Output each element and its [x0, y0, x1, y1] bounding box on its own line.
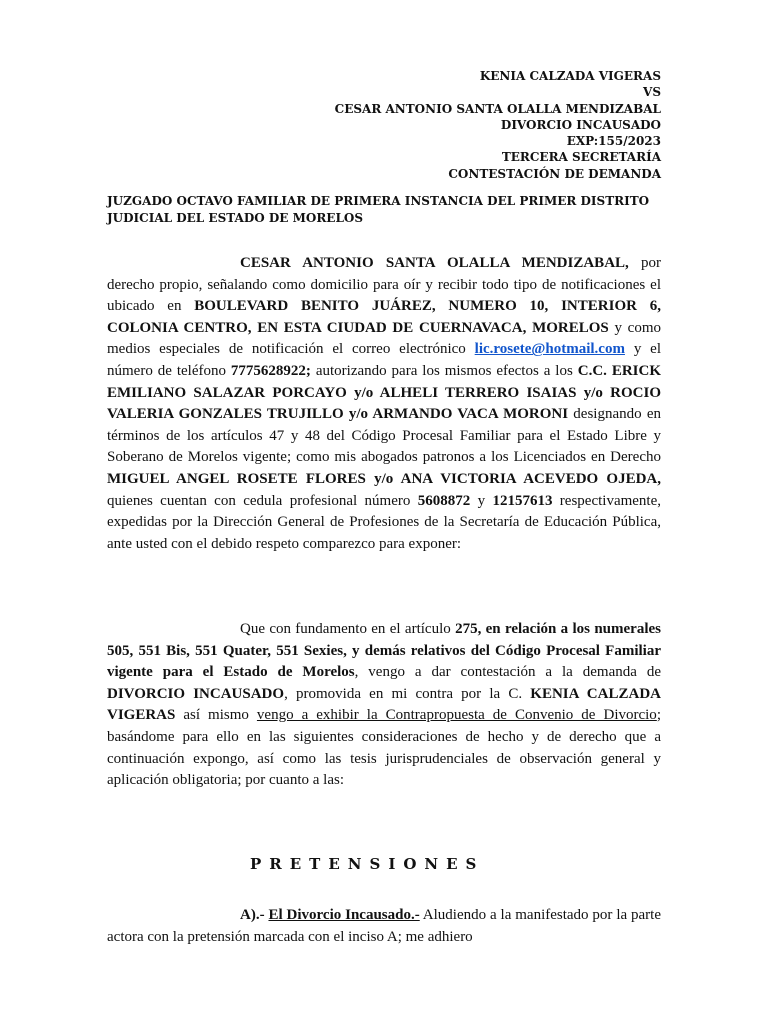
text-run: designando en términos de los artículos 47 y 48 del Código Procesal Familiar para el Estado Libre y Soberano de Morelos vigente; como mis abogados patronos a los Licenciados en Derecho [107, 406, 661, 466]
text-run: respectivamente, expedidas por la Dirección General de Profesiones de la Secretaría de Educación Pública, ante usted con el debido respeto comparezco para exponer: [107, 492, 661, 552]
counterproposal-text: vengo a exhibir la Contrapropuesta de Convenio de Divorcio [256, 707, 657, 724]
text-run: por derecho propio, señalando como domicilio para oír y recibir todo tipo de notificaciones el ubicado en [107, 255, 661, 315]
claim-title: El Divorcio Incausado.- [268, 907, 420, 923]
header-line: DIVORCIO INCAUSADO [500, 117, 661, 132]
paragraph-appearance [107, 253, 661, 555]
text-run: , promovida en mi contra por la C. [284, 685, 531, 702]
header-line: TERCERA SECRETARÍA [501, 150, 661, 165]
defendant-name: CESAR ANTONIO SANTA OLALLA MENDIZABAL, [240, 255, 629, 271]
text-run: y el número de teléfono [107, 341, 661, 379]
header-line: CESAR ANTONIO SANTA OLALLA MENDIZABAL [334, 101, 661, 116]
header-line: EXP:155/2023 [566, 134, 661, 149]
text-run: autorizando para los mismos efectos a los [310, 362, 578, 379]
text-run: y [470, 492, 493, 509]
legal-articles: 275, en relación a los numerales 505, 551 Bis, 551 Quater, 551 Sexies, y demás relativos del Código Procesal Familiar vigente para el Estado de Morelos [107, 621, 661, 681]
header-line: VS [643, 85, 661, 100]
text-run: quienes cuentan con cedula profesional número [107, 492, 418, 509]
plaintiff-name: KENIA CALZADA VIGERAS [107, 685, 661, 724]
section-title: PRETENSIONES [250, 855, 485, 873]
paragraph-answer [107, 619, 661, 792]
lawyer-names: MIGUEL ANGEL ROSETE FLORES y/o ANA VICTORIA ACEVEDO OJEDA, [107, 470, 661, 487]
text-run: ; basándome para ello en las siguientes consideraciones de hecho y de derecho que a continuación expongo, así como las tesis jurisprudenciales de observación general y aplicación obligatoria; por cuanto a las: [107, 707, 661, 789]
claim-label: A).- [240, 907, 265, 923]
address: BOULEVARD BENITO JUÁREZ, NUMERO 10, INTERIOR 6, COLONIA CENTRO, EN ESTA CIUDAD DE CUERNAVACA, MORELOS [107, 298, 661, 336]
text-run: así mismo [175, 707, 257, 724]
paragraph-claim-a [107, 905, 661, 948]
email-link[interactable]: lic.rosete@hotmail.com [474, 341, 625, 358]
text-run: y como medios especiales de notificación el correo electrónico [107, 319, 662, 358]
text-run: Aludiendo a la manifestado por la parte actora con la pretensión marcada con el inciso A; me adhiero [107, 907, 662, 945]
header-line: CONTESTACIÓN DE DEMANDA [448, 166, 661, 181]
header-line: KENIA CALZADA VIGERAS [479, 69, 661, 83]
cedula-1: 5608872 [417, 492, 471, 509]
phone-number: 7775628922; [230, 362, 311, 379]
text-run: Que con fundamento en el artículo [240, 621, 456, 637]
court-heading: JUZGADO OCTAVO FAMILIAR DE PRIMERA INSTANCIA DEL PRIMER DISTRITO JUDICIAL DEL ESTADO DE MORELOS [107, 194, 650, 225]
text-run: , vengo a dar contestación a la demanda de [354, 664, 661, 681]
cedula-2: 12157613 [492, 492, 553, 509]
case-type: DIVORCIO INCAUSADO [107, 685, 285, 702]
authorized-persons: C.C. ERICK EMILIANO SALAZAR PORCAYO y/o ALHELI TERRERO ISAIAS y/o ROCIO VALERIA GONZALES TRUJILLO y/o ARMANDO VACA MORONI [107, 362, 661, 423]
case-header [200, 68, 661, 182]
